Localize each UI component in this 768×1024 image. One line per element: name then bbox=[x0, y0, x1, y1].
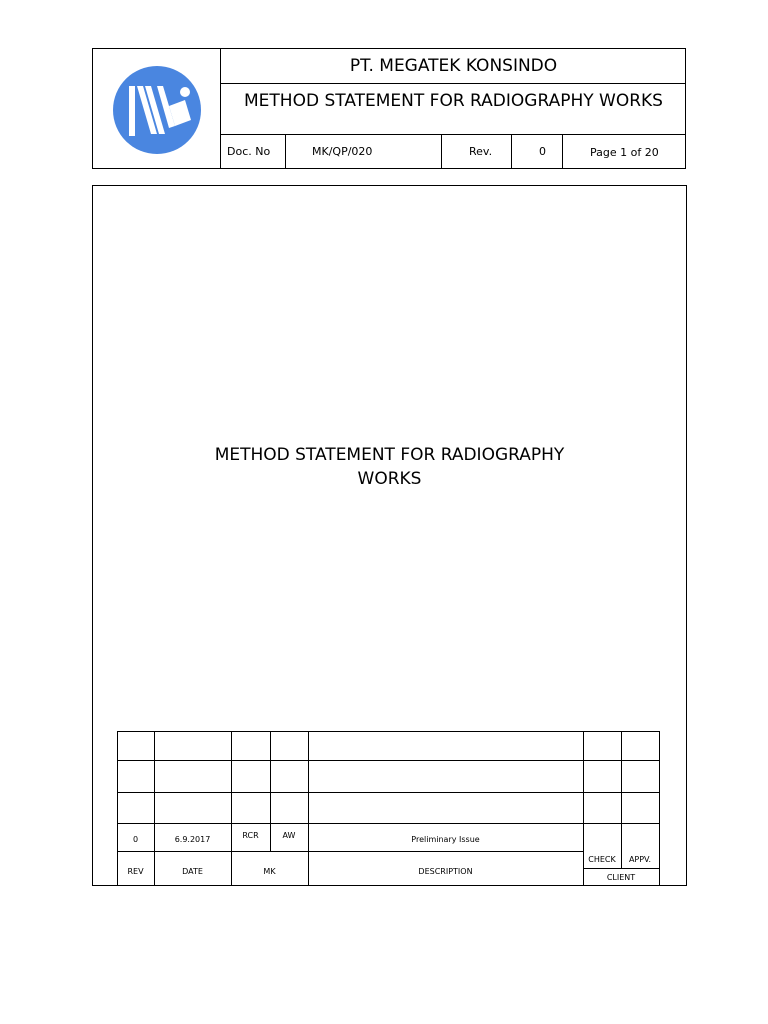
rev-label: Rev. bbox=[469, 145, 493, 158]
entry-description: Preliminary Issue bbox=[411, 834, 480, 844]
company-logo bbox=[113, 66, 201, 154]
document-title: METHOD STATEMENT FOR RADIOGRAPHY WORKS bbox=[244, 91, 663, 111]
col-mk-header: MK bbox=[263, 866, 276, 876]
divider bbox=[220, 134, 686, 135]
cover-title-line1: METHOD STATEMENT FOR RADIOGRAPHY bbox=[214, 445, 565, 465]
col-description-header: DESCRIPTION bbox=[418, 866, 473, 876]
doc-no-value: MK/QP/020 bbox=[312, 145, 373, 158]
col-client-header: CLIENT bbox=[606, 873, 636, 882]
divider bbox=[117, 792, 659, 793]
rev-value: 0 bbox=[539, 145, 546, 158]
divider bbox=[441, 134, 442, 169]
divider bbox=[621, 731, 622, 868]
divider bbox=[562, 134, 563, 169]
divider bbox=[511, 134, 512, 169]
col-date-header: DATE bbox=[182, 866, 203, 876]
cover-title-line2: WORKS bbox=[357, 469, 422, 489]
divider bbox=[285, 134, 286, 169]
page-number: Page 1 of 20 bbox=[590, 146, 659, 159]
divider bbox=[117, 731, 659, 732]
col-rev-header: REV bbox=[127, 866, 144, 876]
divider bbox=[117, 760, 659, 761]
entry-rev: 0 bbox=[132, 834, 139, 844]
divider bbox=[117, 823, 659, 824]
doc-no-label: Doc. No bbox=[227, 145, 271, 158]
divider bbox=[659, 731, 660, 886]
col-appv-header: APPV. bbox=[628, 855, 652, 864]
entry-checked-by: AW bbox=[282, 830, 296, 840]
entry-prepared-by: RCR bbox=[242, 830, 259, 840]
entry-date: 6.9.2017 bbox=[174, 834, 211, 844]
divider bbox=[117, 851, 583, 852]
body-frame bbox=[92, 185, 687, 886]
col-check-header: CHECK bbox=[588, 855, 616, 864]
divider bbox=[220, 83, 686, 84]
company-name: PT. MEGATEK KONSINDO bbox=[349, 56, 558, 76]
